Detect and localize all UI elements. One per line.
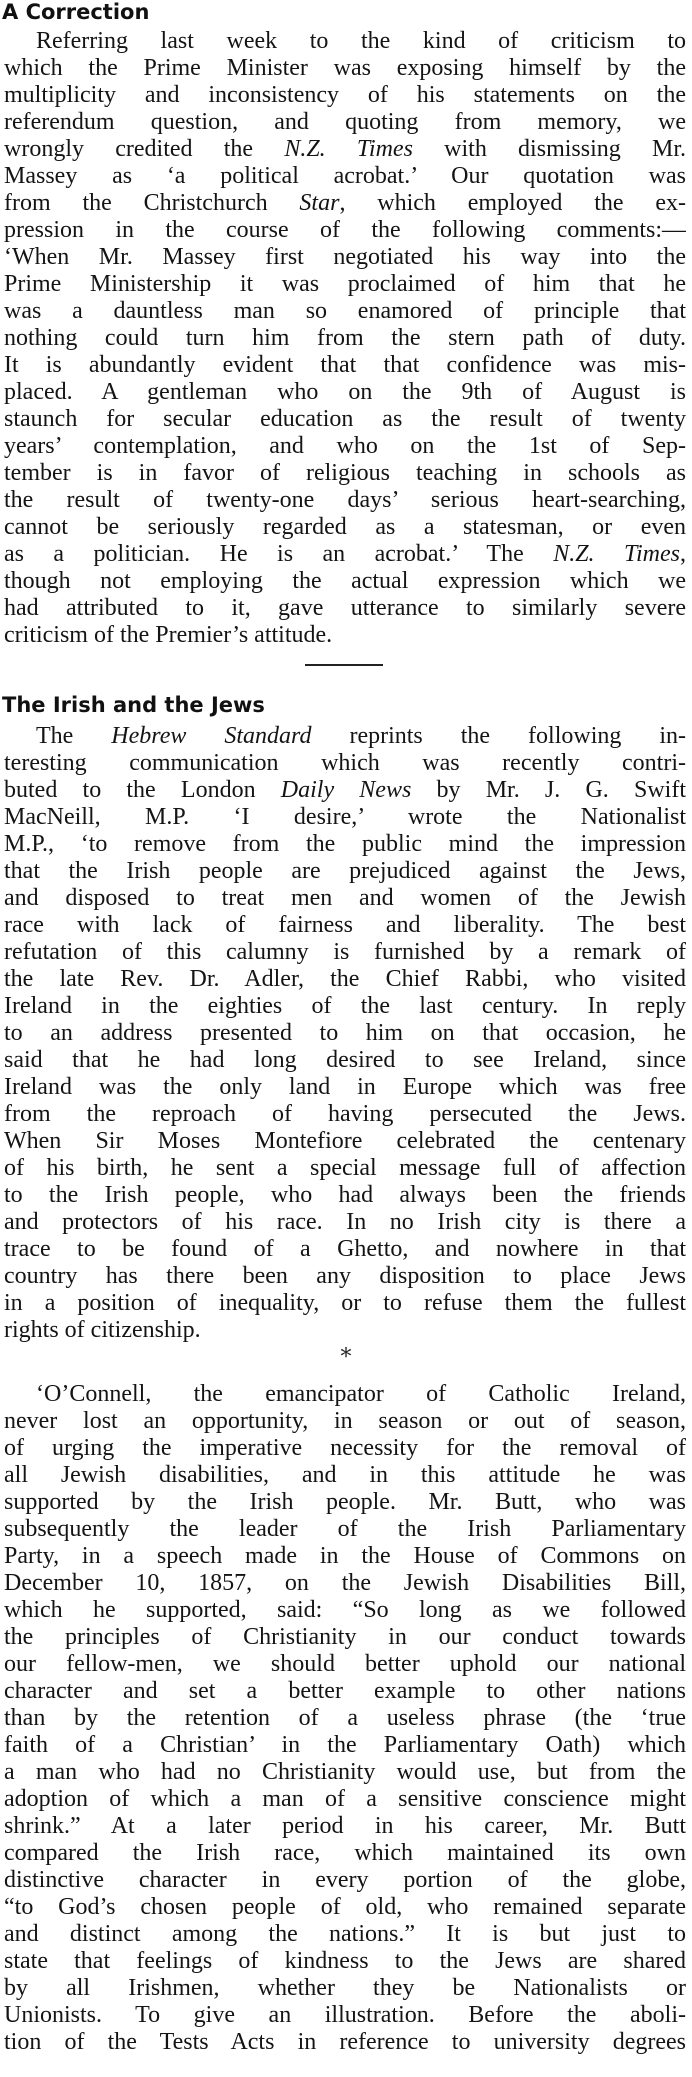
text-line: state that feelings of kindness to the Jews are shared: [4, 1948, 686, 1974]
text-line: to the Irish people, who had always been the friends: [4, 1182, 686, 1208]
text-line: tember is in favor of religious teaching in schools as: [4, 460, 686, 486]
text-line: staunch for secular education as the result of twenty: [4, 406, 686, 432]
text-line: Prime Ministership it was proclaimed of him that he: [4, 271, 686, 297]
text-line: ‘When Mr. Massey first negotiated his way into the: [4, 244, 686, 270]
text-line: placed. A gentleman who on the 9th of August is: [4, 379, 686, 405]
asterisk-separator: *: [340, 1345, 352, 1370]
text-line: adoption of which a man of a sensitive conscience might: [4, 1786, 686, 1812]
text-line: by all Irishmen, whether they be Nationalists or: [4, 1975, 686, 2001]
text-line: was a dauntless man so enamored of principle that: [4, 298, 686, 324]
text-line: supported by the Irish people. Mr. Butt, who was: [4, 1489, 686, 1515]
text-line: that the Irish people are prejudiced against the Jews,: [4, 858, 686, 884]
text-line: the late Rev. Dr. Adler, the Chief Rabbi, who visited: [4, 966, 686, 992]
text-line: nothing could turn him from the stern path of duty.: [4, 325, 686, 351]
text-line: all Jewish disabilities, and in this attitude he was: [4, 1462, 686, 1488]
text-line: buted to the London Daily News by Mr. J. G. Swift: [4, 777, 686, 803]
text-line: years’ contemplation, and who on the 1st of Sep-: [4, 433, 686, 459]
text-line: from the reproach of having persecuted the Jews.: [4, 1101, 686, 1127]
section-divider: [305, 664, 383, 666]
text-line: Referring last week to the kind of criticism to: [36, 28, 686, 54]
text-line: trace to be found of a Ghetto, and nowhere in that: [4, 1236, 686, 1262]
text-line: December 10, 1857, on the Jewish Disabilities Bill,: [4, 1570, 686, 1596]
text-line: Unionists. To give an illustration. Before the aboli-: [4, 2002, 686, 2028]
text-line: race with lack of fairness and liberality. The best: [4, 912, 686, 938]
text-line: than by the retention of a useless phrase (the ‘true: [4, 1705, 686, 1731]
text-line: Ireland in the eighties of the last century. In reply: [4, 993, 686, 1019]
text-line: in a position of inequality, or to refuse them the fullest: [4, 1290, 686, 1316]
text-line: cannot be seriously regarded as a statesman, or even: [4, 514, 686, 540]
text-line: though not employing the actual expression which we: [4, 568, 686, 594]
text-line: Party, in a speech made in the House of Commons on: [4, 1543, 686, 1569]
text-line: MacNeill, M.P. ‘I desire,’ wrote the Nationalist: [4, 804, 686, 830]
text-line: It is abundantly evident that that confidence was mis-: [4, 352, 686, 378]
text-line: pression in the course of the following comments:—: [4, 217, 686, 243]
text-line: subsequently the leader of the Irish Parliamentary: [4, 1516, 686, 1542]
text-line: of his birth, he sent a special message full of affection: [4, 1155, 686, 1181]
text-line: the result of twenty-one days’ serious heart-searching,: [4, 487, 686, 513]
text-line: referendum question, and quoting from memory, we: [4, 109, 686, 135]
text-line: to an address presented to him on that occasion, he: [4, 1020, 686, 1046]
text-line: Massey as ‘a political acrobat.’ Our quotation was: [4, 163, 686, 189]
text-line: as a politician. He is an acrobat.’ The N.Z. Times,: [4, 541, 686, 567]
text-line: shrink.” At a later period in his career, Mr. Butt: [4, 1813, 686, 1839]
text-line: never lost an opportunity, in season or out of season,: [4, 1408, 686, 1434]
text-line: had attributed to it, gave utterance to similarly severe: [4, 595, 686, 621]
text-line: said that he had long desired to see Ireland, since: [4, 1047, 686, 1073]
text-line: criticism of the Premier’s attitude.: [4, 622, 333, 648]
text-line: ‘O’Connell, the emancipator of Catholic Ireland,: [36, 1381, 686, 1407]
text-line: teresting communication which was recently contri-: [4, 750, 686, 776]
text-line: our fellow-men, we should better uphold our national: [4, 1651, 686, 1677]
text-line: and distinct among the nations.” It is but just to: [4, 1921, 686, 1947]
text-line: tion of the Tests Acts in reference to university degrees: [4, 2029, 686, 2055]
text-line: rights of citizenship.: [4, 1317, 201, 1343]
text-line: multiplicity and inconsistency of his statements on the: [4, 82, 686, 108]
text-line: When Sir Moses Montefiore celebrated the centenary: [4, 1128, 686, 1154]
text-line: faith of a Christian’ in the Parliamentary Oath) which: [4, 1732, 686, 1758]
text-line: M.P., ‘to remove from the public mind the impression: [4, 831, 686, 857]
text-line: and protectors of his race. In no Irish city is there a: [4, 1209, 686, 1235]
text-line: “to God’s chosen people of old, who remained separate: [4, 1894, 686, 1920]
section-heading-irish-and-jews: The Irish and the Jews: [2, 693, 265, 717]
text-line: and disposed to treat men and women of the Jewish: [4, 885, 686, 911]
text-line: wrongly credited the N.Z. Times with dismissing Mr.: [4, 136, 686, 162]
text-line: a man who had no Christianity would use, but from the: [4, 1759, 686, 1785]
text-line: character and set a better example to other nations: [4, 1678, 686, 1704]
text-line: country has there been any disposition to place Jews: [4, 1263, 686, 1289]
section-heading-a-correction: A Correction: [2, 0, 150, 24]
text-line: The Hebrew Standard reprints the following in-: [36, 723, 686, 749]
text-line: of urging the imperative necessity for the removal of: [4, 1435, 686, 1461]
text-line: distinctive character in every portion of the globe,: [4, 1867, 686, 1893]
text-line: which he supported, said: “So long as we followed: [4, 1597, 686, 1623]
text-line: compared the Irish race, which maintained its own: [4, 1840, 686, 1866]
text-line: Ireland was the only land in Europe which was free: [4, 1074, 686, 1100]
text-line: from the Christchurch Star, which employed the ex-: [4, 190, 686, 216]
text-line: the principles of Christianity in our conduct towards: [4, 1624, 686, 1650]
text-line: refutation of this calumny is furnished by a remark of: [4, 939, 686, 965]
text-line: which the Prime Minister was exposing himself by the: [4, 55, 686, 81]
